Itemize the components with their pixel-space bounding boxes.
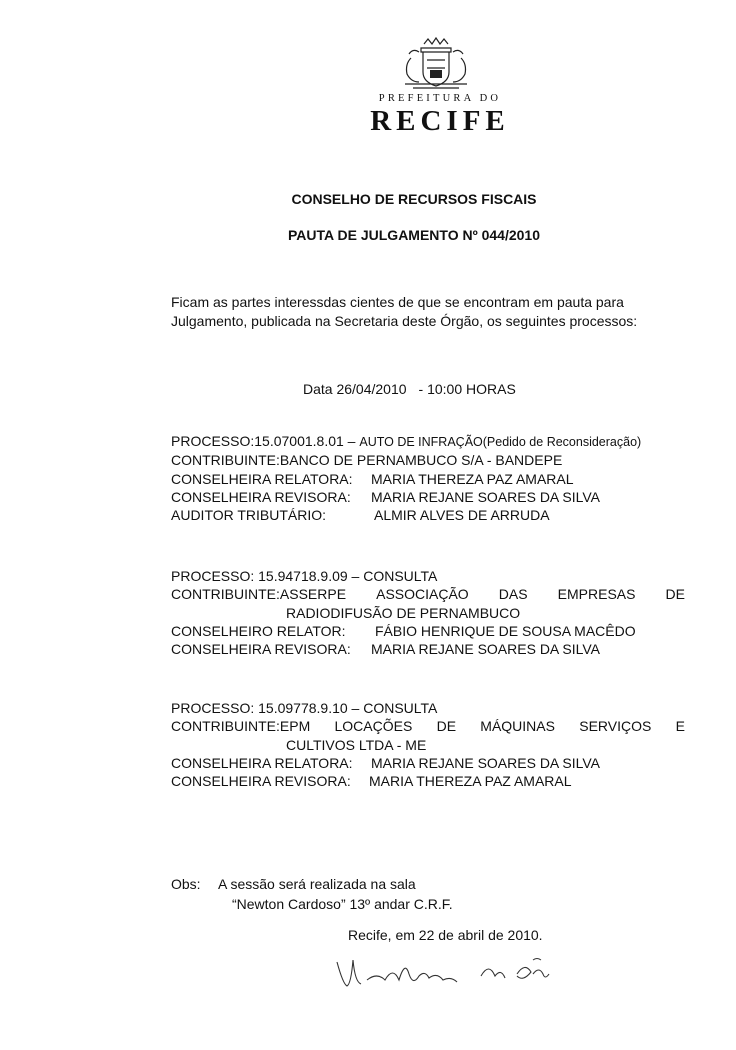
relator-label: CONSELHEIRO RELATOR: [171,622,346,639]
contribuinte-word: E [675,718,685,735]
intro-line: Ficam as partes interessdas cientes de que se encontram em pauta para [171,294,624,310]
contribuinte-continuation: CULTIVOS LTDA - ME [286,736,427,753]
revisor-label: CONSELHEIRA REVISORA: [171,488,351,505]
relator-line [171,622,685,640]
obs-room: “Newton Cardoso” 13º andar C.R.F. [232,896,453,912]
intro-line: Julgamento, publicada na Secretaria deste Órgão, os seguintes processos: [171,313,638,329]
contribuinte-word: DAS [498,586,528,603]
auditor-line [171,506,641,524]
contribuinte-word: MÁQUINAS [480,718,555,735]
obs-text: A sessão será realizada na sala [218,876,416,892]
session-date [303,381,516,397]
relator-value: MARIA REJANE SOARES DA SILVA [371,754,600,771]
revisor-value: MARIA REJANE SOARES DA SILVA [371,488,600,505]
signature [333,952,553,992]
process-block-1 [171,432,641,524]
process-block-3 [171,699,685,790]
contribuinte-word: EMPRESAS [557,586,636,603]
revisor-line [171,772,685,790]
coat-of-arms-icon [397,30,475,92]
observation [171,874,453,914]
brand-prefeitura: PREFEITURA DO [378,93,502,104]
relator-value: FÁBIO HENRIQUE DE SOUSA MACÊDO [375,622,636,639]
relator-label: CONSELHEIRA RELATORA: [171,470,353,487]
contribuinte-word: DE [436,718,457,735]
revisor-line [171,488,641,506]
contribuinte-line [171,585,685,603]
obs-line [171,874,453,894]
contribuinte-word: SERVIÇOS [579,718,652,735]
relator-line [171,754,685,772]
contribuinte-word: DE [665,586,685,603]
process-block-2 [171,567,685,658]
relator-line [171,470,641,488]
contribuinte-label: CONTRIBUINTE: [171,452,280,469]
contribuinte-word: CONTRIBUINTE:EPM [171,718,311,735]
contribuinte-value: BANCO DE PERNAMBUCO S/A - BANDEPE [279,452,563,469]
relator-label: CONSELHEIRA RELATORA: [171,754,353,771]
intro-paragraph [171,293,637,331]
session-date-value: Data 26/04/2010 [303,381,407,397]
auditor-value: ALMIR ALVES DE ARRUDA [374,507,550,524]
revisor-value: MARIA THEREZA PAZ AMARAL [369,773,572,790]
obs-label: Obs: [171,876,201,892]
contribuinte-line [171,451,641,469]
revisor-line [171,640,685,658]
place-date: Recife, em 22 de abril de 2010. [348,927,543,943]
process-label: PROCESSO: [171,433,255,449]
contribuinte-word: ASSOCIAÇÃO [376,586,469,603]
contribuinte-continuation: RADIODIFUSÃO DE PERNAMBUCO [286,604,521,621]
process-line: PROCESSO: 15.94718.9.09 – CONSULTA [171,568,438,584]
process-number: 15.07001.8.01 – [254,433,356,449]
process-line: PROCESSO: 15.09778.9.10 – CONSULTA [171,700,438,716]
document-subtitle: PAUTA DE JULGAMENTO Nº 044/2010 [288,227,540,243]
contribuinte-line [171,717,685,735]
revisor-label: CONSELHEIRA REVISORA: [171,641,351,658]
process-type: AUTO DE INFRAÇÃO(Pedido de Reconsideração) [359,435,642,449]
contribuinte-word: CONTRIBUINTE:ASSERPE [171,586,347,603]
process-line [171,432,641,451]
revisor-value: MARIA REJANE SOARES DA SILVA [371,641,600,658]
auditor-label: AUDITOR TRIBUTÁRIO: [171,507,327,524]
brand-recife: RECIFE [370,105,510,137]
contribuinte-word: LOCAÇÕES [334,718,413,735]
relator-value: MARIA THEREZA PAZ AMARAL [371,470,574,487]
revisor-label: CONSELHEIRA REVISORA: [171,773,351,790]
session-time: - 10:00 HORAS [418,381,516,397]
document-title: CONSELHO DE RECURSOS FISCAIS [291,191,537,207]
